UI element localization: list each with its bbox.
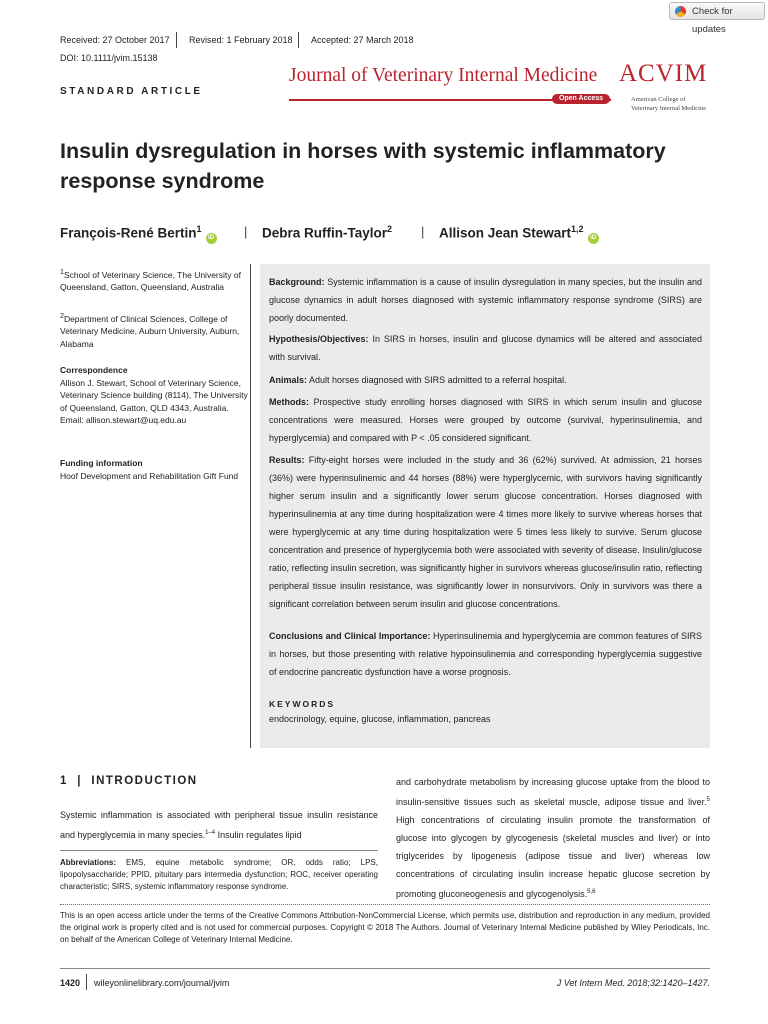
crossmark-icon bbox=[675, 6, 686, 17]
abstract-background: Background: Systemic inflammation is a cause of insulin dysregulation in many species, but the insulin and glucose dynamics in adult horses diagnosed with systemic inflammatory response syndrome (SIRS) are poorly documented. bbox=[269, 277, 702, 323]
acvim-logo: ACVIM bbox=[619, 60, 708, 87]
dotted-separator bbox=[60, 904, 710, 905]
intro-left-paragraph: Systemic inflammation is associated with peripheral tissue insulin resistance and hyperglycemia in many species.$^{1-4}$ Insulin regulates lipid bbox=[60, 810, 378, 840]
divider bbox=[298, 32, 299, 48]
article-type: STANDARD ARTICLE bbox=[60, 86, 203, 97]
divider bbox=[176, 32, 177, 48]
article-title: Insulin dysregulation in horses with systemic inflammatory response syndrome bbox=[60, 139, 666, 193]
abstract-conclusions: Conclusions and Clinical Importance: Hyperinsulinemia and hyperglycemia are common features of SIRS in horses, but those presenting with relative hypoinsulinemia and corresponding hyperglycemia suggestive of endocrine pancreatic dysfunction have a worse prognosis. bbox=[269, 631, 702, 677]
check-for-updates-label: Check for updates bbox=[692, 6, 733, 35]
abstract-methods: Methods: Prospective study enrolling horses diagnosed with SIRS in which serum insulin and glucose concentrations were measured. Horses were grouped by outcome (survival, hyperinsulinemia, and hyperglycemia) and compared with P < .05 considered significant. bbox=[269, 397, 702, 443]
correspondence: Correspondence Allison J. Stewart, School of Veterinary Science, Veterinary Science building (8114), The University of Queensland, Gatton, QLD 4343, Australia. Email: allison.stewart@uq.edu.au bbox=[60, 365, 248, 425]
column-divider bbox=[250, 264, 251, 748]
accepted-date: Accepted: 27 March 2018 bbox=[311, 35, 414, 45]
abstract-hypothesis: Hypothesis/Objectives: In SIRS in horses, insulin and glucose dynamics will be altered and associated with survival. bbox=[269, 334, 702, 362]
journal-url[interactable]: wileyonlinelibrary.com/journal/jvim bbox=[94, 978, 230, 988]
email-link[interactable]: Email: allison.stewart@uq.edu.au bbox=[60, 415, 187, 425]
abbreviations: Abbreviations: EMS, equine metabolic syndrome; OR, odds ratio; LPS, lipopolysaccharide; PPID, pituitary pars intermedia dysfunction; ROC, receiver operating characteristic; SIRS, systemic inflammatory response syndrome. bbox=[60, 858, 378, 891]
citation: J Vet Intern Med. 2018;32:1420–1427. bbox=[556, 978, 710, 988]
author-2[interactable]: Debra Ruffin-Taylor$^2$ bbox=[262, 224, 393, 241]
abstract-results: Results: Fifty-eight horses were included in the study and 36 (62%) survived. At admission, 21 horses (36%) were hyperinsulinemic and 44 horses (88%) were hyperglycemic, with survivors having significantly higher serum insulin and a significantly lower serum glucose concentration. Horses diagnosed with hyperinsulinemia at any time during hospitalization were 4 times more likely to survive whereas horses that were hyperglycemic at any time during hospitalization were 5 times less likely to survive. Serum glucose concentration and presence of hyperglycemia both were associated with severity of disease. Insulin/glucose ratio, reflecting insulin secretion, was significantly higher in survivors whereas glucose/insulin ratio, reflecting peripheral tissue insulin resistance, was significantly lower in nonsurvivors. Only in survivors was there a significant correlation between serum insulin and glucose concentrations. bbox=[269, 455, 702, 609]
doi[interactable]: DOI: 10.1111/jvim.15138 bbox=[60, 53, 158, 63]
section-heading: 1 | INTRODUCTION bbox=[60, 775, 198, 787]
check-for-updates-button[interactable] bbox=[669, 2, 765, 35]
orcid-icon[interactable]: iD bbox=[206, 233, 217, 244]
orcid-icon[interactable]: iD bbox=[588, 233, 599, 244]
author-1[interactable]: François-René Bertin$^1$iD bbox=[60, 224, 217, 244]
keywords: endocrinology, equine, glucose, inflammation, pancreas bbox=[269, 714, 491, 724]
open-access-badge: Open Access bbox=[552, 94, 610, 104]
abbreviations-rule bbox=[60, 850, 378, 851]
revised-date: Revised: 1 February 2018 bbox=[189, 35, 293, 45]
divider bbox=[86, 974, 87, 990]
abstract-animals: Animals: Adult horses diagnosed with SIRS admitted to a referral hospital. bbox=[269, 375, 567, 385]
license-notice: This is an open access article under the terms of the Creative Commons Attribution-NonCommercial License, which permits use, distribution and reproduction in any medium, provided the original work is properly cited and is not used for commercial purposes. Copyright © 2018 The Authors. Journal of Veterinary Internal Medicine published by Wiley Periodicals, Inc. on behalf of the American College of Veterinary Internal Medicine. bbox=[60, 911, 710, 944]
funding-information: Funding information Hoof Development and Rehabilitation Gift Fund bbox=[60, 458, 239, 481]
footer-rule bbox=[60, 968, 710, 969]
keywords-heading: KEYWORDS bbox=[269, 699, 336, 709]
page-number: 1420 bbox=[60, 978, 81, 988]
intro-right-paragraph: and carbohydrate metabolism by increasing glucose uptake from the blood to insulin-sensitive tissues such as skeletal muscle, adipose tissue and liver.$^5$ High concentrations of circulating insulin promote the transformation of glucose into glycogen by glycogenesis (skeletal muscles and liver) or into triglycerides by lipogenesis (adipose tissue and liver) whereas low concentrations of circulating insulin increase hepatic glucose secretion by promoting gluconeogenesis and glycogenolysis.$^{5,6}$ bbox=[396, 777, 710, 899]
affiliation-1: $^1$School of Veterinary Science, The University of Queensland, Gatton, Queensland, Australia bbox=[60, 268, 241, 293]
acvim-subtitle: American College of Veterinary Internal Medicine bbox=[631, 96, 707, 112]
author-separator: | bbox=[244, 224, 248, 239]
author-3[interactable]: Allison Jean Stewart$^{1,2}$iD bbox=[439, 224, 599, 244]
received-date: Received: 27 October 2017 bbox=[60, 35, 170, 45]
journal-title: Journal of Veterinary Internal Medicine bbox=[289, 65, 598, 86]
affiliation-2: $^2$Department of Clinical Sciences, College of Veterinary Medicine, Auburn University, Auburn, Alabama bbox=[60, 312, 240, 349]
author-separator: | bbox=[421, 224, 425, 239]
